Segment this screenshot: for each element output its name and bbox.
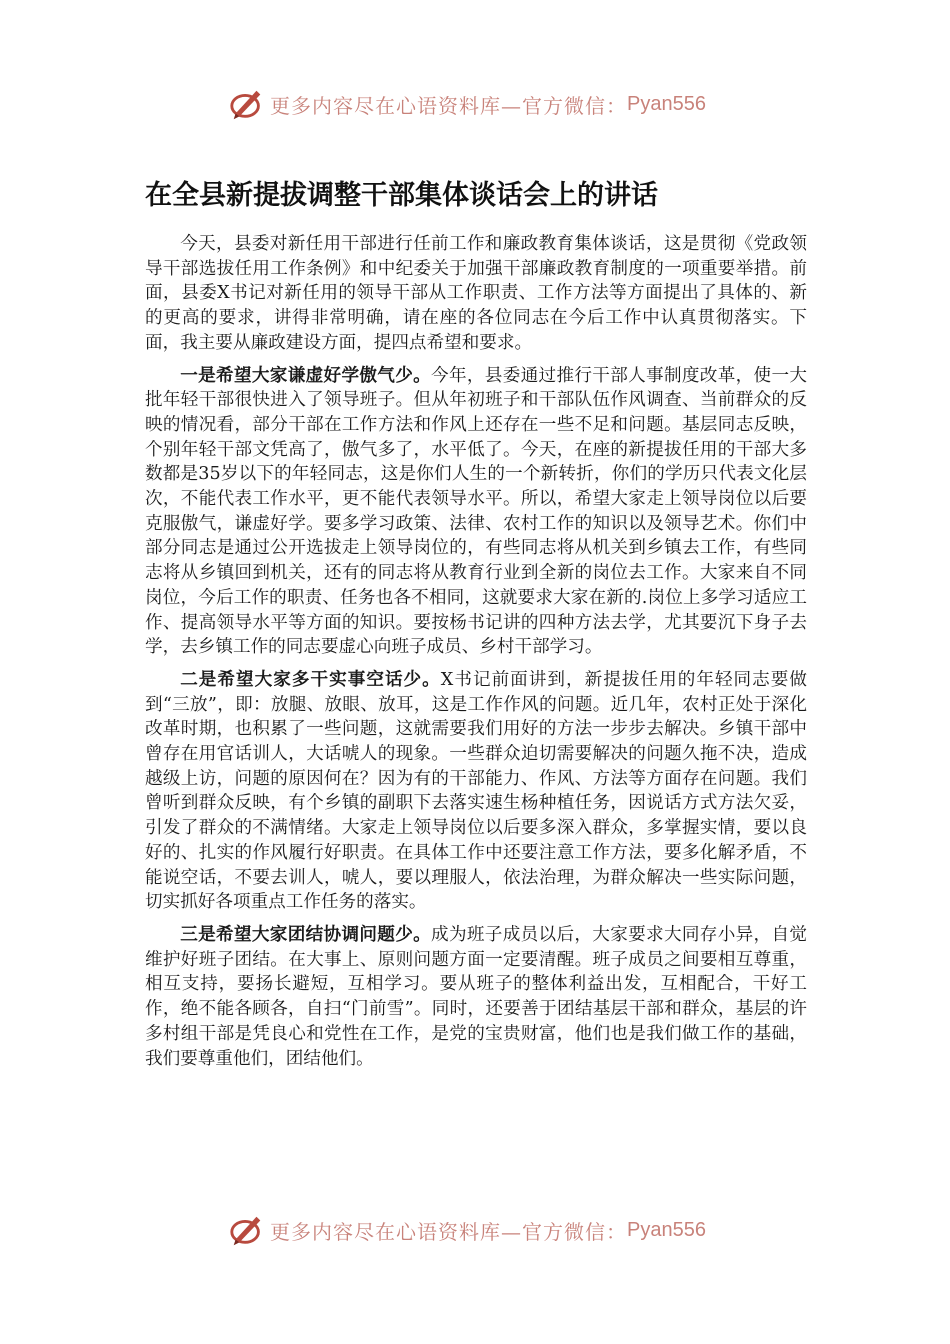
page-title: 在全县新提拔调整干部集体谈话会上的讲话 [145, 180, 658, 211]
intro-paragraph: 今天，县委对新任用干部进行任前工作和廉政教育集体谈话，这是贯彻《党政领导干部选拔任用工作条例》和中纪委关于加强干部廉政教育制度的一项重要举措。前面，县委X书记对新任用的领导干部从工作职责、工作方法等方面提出了具体的、新的更高的要求，讲得非常明确，请在座的各位同志在今后工作中认真贯彻落实。下面，我主要从廉政建设方面，提四点希望和要求。 [145, 234, 807, 353]
point-paragraph-2 [145, 668, 807, 915]
point-text-2: X书记前面讲到，新提拔任用的年轻同志要做到“三放”，即：放腿、放眼、放耳，这是工作作风的问题。近几年，农村正处于深化改革时期，也积累了一些问题，这就需要我们用好的方法一步步去解决。乡镇干部中曾存在用官话训人，大话唬人的现象。一些群众迫切需要解决的问题久拖不决，造成越级上访，问题的原因何在？因为有的干部能力、作风、方法等方面存在问题。我们曾听到群众反映，有个乡镇的副职下去落实速生杨种植任务，因说话方式方法欠妥，引发了群众的不满情绪。大家走上领导岗位以后要多深入群众，多掌握实情，要以良好的、扎实的作风履行好职责。在具体工作中还要注意工作方法，要多化解矛盾，不能说空话，不要去训人，唬人，要以理服人，依法治理，为群众解决一些实际问题，切实抓好各项重点工作任务的落实。 [145, 669, 807, 913]
point-lead-2: 二是希望大家多干实事空话少。 [180, 669, 441, 690]
point-paragraph-1 [145, 364, 807, 660]
point-paragraph-3 [145, 923, 807, 1071]
document-body [145, 232, 807, 1079]
banner-wechat-id: Pyan556 [627, 92, 706, 115]
point-text-3: 成为班子成员以后，大家要求大同存小异，自觉维护好班子团结。在大事上、原则问题方面一定要清醒。班子成员之间要相互尊重，相互支持，要扬长避短，互相学习。要从班子的整体利益出发，互相配合，干好工作，绝不能各顾各，自扫“门前雪”。同时，还要善于团结基层干部和群众，基层的许多村组干部是凭良心和党性在工作，是党的宝贵财富，他们也是我们做工作的基础，我们要尊重他们，团结他们。 [145, 924, 807, 1069]
banner-wechat-id: Pyan556 [627, 1218, 706, 1241]
banner-text: 更多内容尽在心语资料库—官方微信： [270, 93, 627, 118]
banner-text: 更多内容尽在心语资料库—官方微信： [270, 1219, 627, 1244]
header-banner [228, 84, 728, 124]
pen-logo-icon [228, 85, 266, 123]
pen-logo-icon [228, 1211, 266, 1249]
point-lead-3: 三是希望大家团结协调问题少。 [180, 924, 432, 945]
point-text-1: 今年，县委通过推行干部人事制度改革，使一大批年轻干部很快进入了领导班子。但从年初班子和干部队伍作风调查、当前群众的反映的情况看，部分干部在工作方法和作风上还存在一些不足和问题。基层同志反映，个别年轻干部文凭高了，傲气多了，水平低了。今天，在座的新提拔任用的干部大多数都是35岁以下的年轻同志，这是你们人生的一个新转折，你们的学历只代表文化层次，不能代表工作水平，更不能代表领导水平。所以，希望大家走上领导岗位以后要克服傲气，谦虚好学。要多学习政策、法律、农村工作的知识以及领导艺术。你们中部分同志是通过公开选拔走上领导岗位的，有些同志将从机关到乡镇去工作，有些同志将从乡镇回到机关，还有的同志将从教育行业到全新的岗位去工作。大家来自不同岗位，今后工作的职责、任务也各不相同，这就要求大家在新的.岗位上多学习适应工作、提高领导水平等方面的知识。要按杨书记讲的四种方法去学，尤其要沉下身子去学，去乡镇工作的同志要虚心向班子成员、乡村干部学习。 [145, 365, 807, 658]
point-lead-1: 一是希望大家谦虚好学傲气少。 [180, 365, 432, 386]
footer-banner [228, 1210, 728, 1250]
